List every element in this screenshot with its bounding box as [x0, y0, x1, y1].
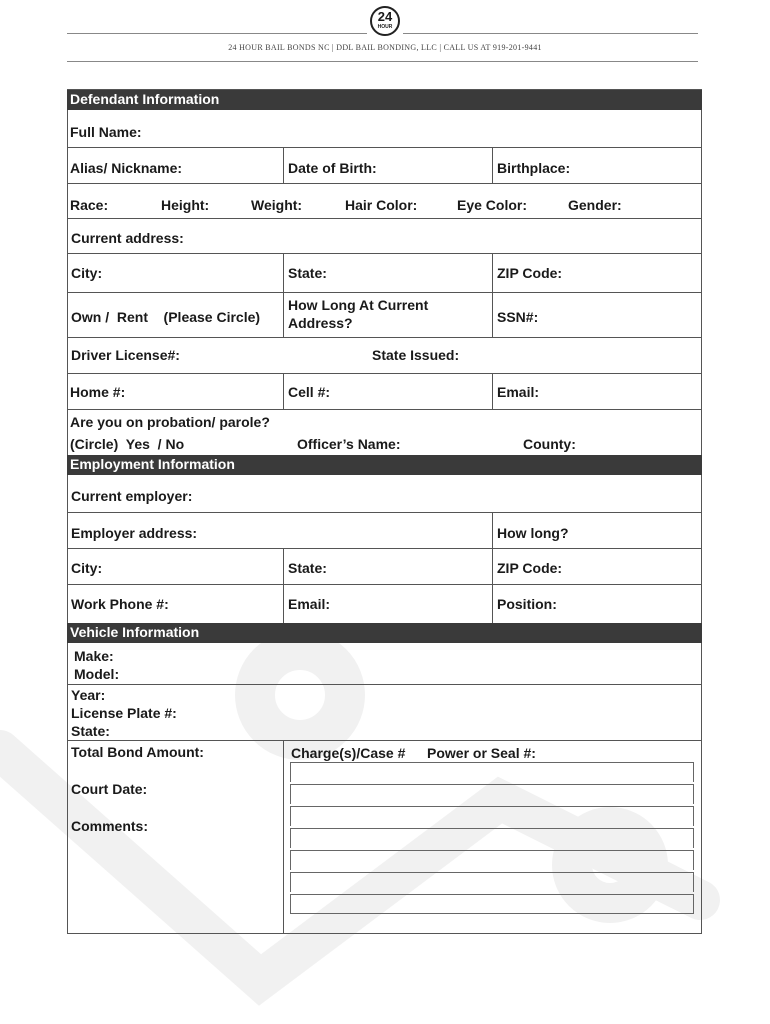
header-rule-left — [67, 33, 367, 34]
row-divider — [67, 373, 702, 374]
label-birthplace: Birthplace: — [497, 160, 571, 176]
header-rule-bottom — [67, 61, 698, 62]
col-divider — [283, 740, 284, 934]
company-line: 24 HOUR BAIL BONDS NC | DDL BAIL BONDING, LLC | CALL US AT 919-201-9441 — [228, 43, 542, 52]
label-weight: Weight: — [251, 197, 303, 213]
label-current-employer: Current employer: — [71, 488, 193, 504]
label-dob: Date of Birth: — [288, 160, 377, 176]
label-hair-color: Hair Color: — [345, 197, 418, 213]
label-current-address: Current address: — [71, 230, 184, 246]
col-divider — [492, 147, 493, 183]
col-divider — [492, 373, 493, 409]
label-officer-name: Officer’s Name: — [297, 436, 401, 452]
charges-row[interactable] — [290, 850, 694, 870]
label-alias: Alias/ Nickname: — [70, 160, 183, 176]
section-vehicle: Vehicle Information — [67, 623, 702, 643]
row-divider — [67, 183, 702, 184]
label-position: Position: — [497, 596, 557, 612]
label-gender: Gender: — [568, 197, 622, 213]
col-divider — [283, 584, 284, 623]
charges-grid — [290, 762, 694, 914]
label-own-rent: Own / Rent (Please Circle) — [71, 309, 261, 325]
row-divider — [67, 512, 702, 513]
label-employer-zip: ZIP Code: — [497, 560, 563, 576]
charges-row[interactable] — [290, 894, 694, 914]
label-comments: Comments: — [71, 818, 149, 834]
label-total-bond: Total Bond Amount: — [71, 744, 204, 760]
label-eye-color: Eye Color: — [457, 197, 528, 213]
logo-sub: HOUR — [377, 24, 393, 30]
row-divider — [67, 337, 702, 338]
label-vehicle-state: State: — [71, 723, 110, 739]
label-height: Height: — [161, 197, 210, 213]
logo-24-hour — [370, 6, 400, 36]
label-power-seal: Power or Seal #: — [427, 745, 536, 761]
col-divider — [492, 584, 493, 623]
label-employer-address: Employer address: — [71, 525, 198, 541]
label-employer-city: City: — [71, 560, 103, 576]
col-divider — [492, 548, 493, 584]
label-ssn: SSN#: — [497, 309, 539, 325]
label-employer-state: State: — [288, 560, 327, 576]
section-defendant: Defendant Information — [67, 90, 702, 110]
label-email: Email: — [497, 384, 540, 400]
label-cell-phone: Cell #: — [288, 384, 331, 400]
label-race: Race: — [70, 197, 109, 213]
charges-row[interactable] — [290, 762, 694, 782]
charges-row[interactable] — [290, 828, 694, 848]
label-home-phone: Home #: — [70, 384, 126, 400]
label-make: Make: — [74, 648, 114, 664]
label-employer-email: Email: — [288, 596, 331, 612]
label-state: State: — [288, 265, 327, 281]
row-divider — [67, 218, 702, 219]
row-divider — [67, 684, 702, 685]
col-divider — [283, 548, 284, 584]
col-divider — [283, 373, 284, 409]
label-court-date: Court Date: — [71, 781, 148, 797]
label-zip: ZIP Code: — [497, 265, 563, 281]
charges-row[interactable] — [290, 872, 694, 892]
label-work-phone: Work Phone #: — [71, 596, 169, 612]
charges-row[interactable] — [290, 806, 694, 826]
col-divider — [492, 253, 493, 292]
section-employment: Employment Information — [67, 455, 702, 475]
label-model: Model: — [74, 666, 120, 682]
row-divider — [67, 253, 702, 254]
header-rule-right — [403, 33, 698, 34]
label-charges-case: Charge(s)/Case # — [291, 745, 406, 761]
label-license-plate: License Plate #: — [71, 705, 177, 721]
label-full-name: Full Name: — [70, 124, 142, 140]
label-probation: Are you on probation/ parole? — [70, 414, 270, 430]
col-divider — [492, 512, 493, 548]
row-divider — [67, 147, 702, 148]
label-how-long-1: How Long At Current — [288, 297, 429, 313]
label-probation-circle: (Circle) Yes / No — [70, 436, 185, 452]
col-divider — [283, 253, 284, 292]
row-divider — [67, 292, 702, 293]
row-divider — [67, 409, 702, 410]
label-city: City: — [71, 265, 103, 281]
label-county: County: — [523, 436, 576, 452]
label-year: Year: — [71, 687, 106, 703]
logo-number: 24 — [377, 9, 393, 24]
row-divider — [67, 740, 702, 741]
row-divider — [67, 584, 702, 585]
row-divider — [67, 548, 702, 549]
label-how-long: How long? — [497, 525, 569, 541]
charges-row[interactable] — [290, 784, 694, 804]
col-divider — [283, 147, 284, 183]
col-divider — [283, 292, 284, 337]
label-how-long-2: Address? — [288, 315, 353, 331]
col-divider — [492, 292, 493, 337]
label-driver-license: Driver License#: — [71, 347, 180, 363]
label-state-issued: State Issued: — [372, 347, 460, 363]
